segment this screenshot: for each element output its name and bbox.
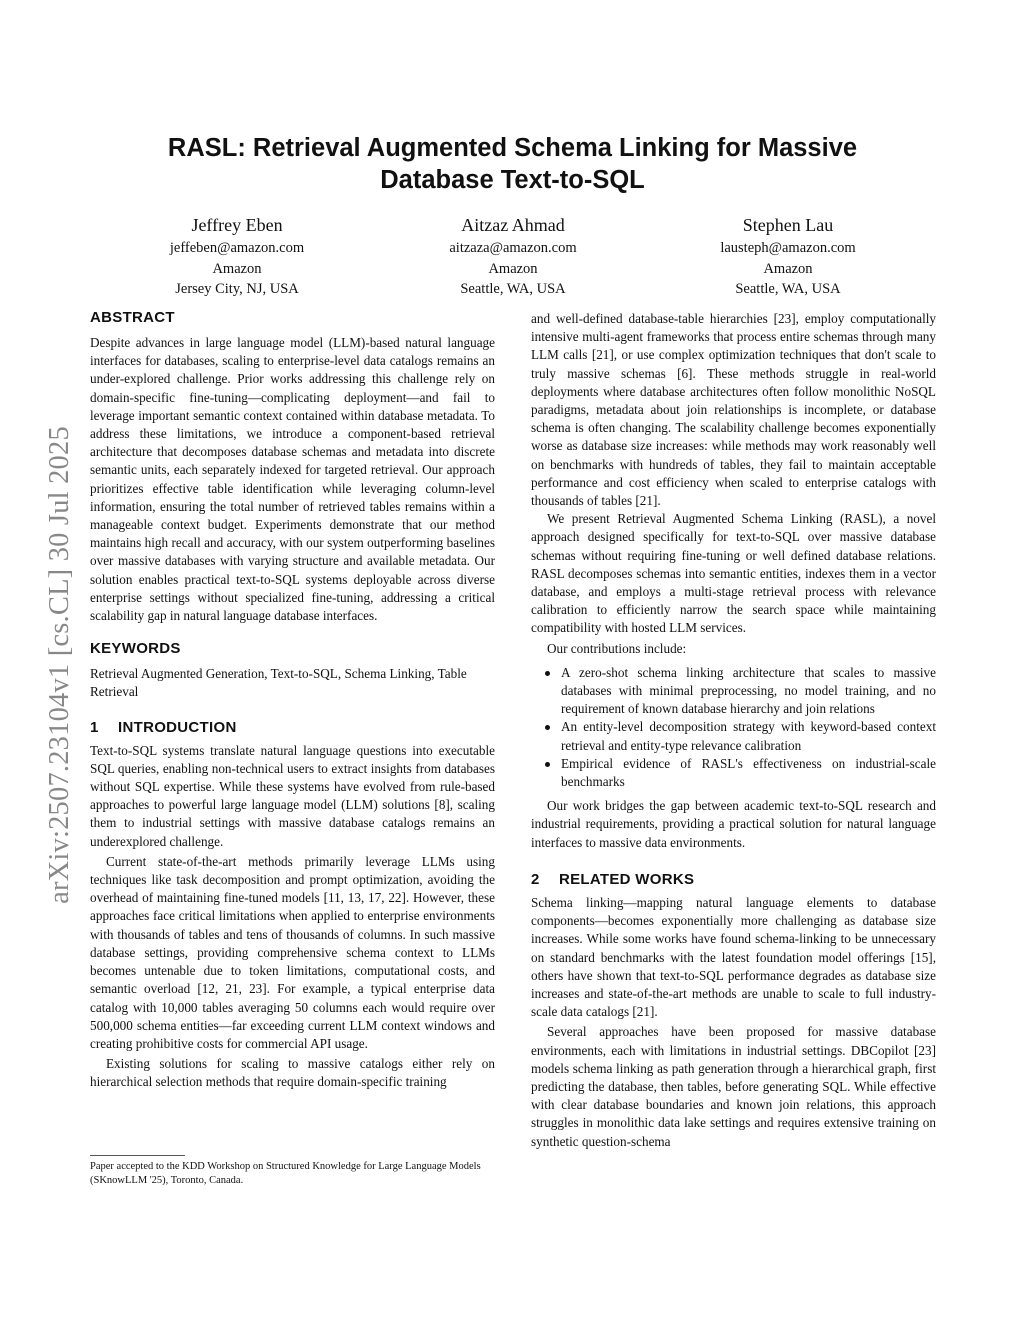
author-block-1 xyxy=(117,212,357,300)
footnote: Paper accepted to the KDD Workshop on Structured Knowledge for Large Language Models (SKnowLLM '25), Toronto, Canada. xyxy=(90,1161,481,1186)
author-org: Amazon xyxy=(488,260,538,277)
intro-paragraph: and well-defined database-table hierarchies [23], employ computationally intensive multi-agent frameworks that process entire schemas through many LLM calls [21], or use complex optimization techniques that don't scale to truly massive schemas [6]. These methods struggle in real-world deployments where database architectures often follow monolithic NoSQL paradigms, metadata about join relationships is incomplete, or database schema is often changing. The scalability challenge becomes exponentially worse as database size increases: while methods may work reasonably well on benchmarks with hundreds of tables, they fail to maintain acceptable performance and cost efficiency when scaled to enterprise catalogs with thousands of tables [21]. xyxy=(531,311,936,509)
contributions-list xyxy=(531,664,936,791)
keywords-text: Retrieval Augmented Generation, Text-to-SQL, Schema Linking, Table Retrieval xyxy=(90,666,467,700)
arxiv-watermark xyxy=(30,380,90,950)
intro-closing: Our work bridges the gap between academic text-to-SQL research and industrial requirements, providing a practical solution for natural language interfaces to massive data environments. xyxy=(531,798,936,850)
intro-paragraph: Current state-of-the-art methods primarily leverage LLMs using techniques like task decomposition and prompt optimization, avoiding the overhead of maintaining fine-tuned models [11, 13, 17, 22]. However, these approaches face critical limitations when applied to enterprise environments with thousands of tables and tens of thousands of columns. In such massive database settings, providing comprehensive schema context to LLMs becomes untenable due to token limitations, computational costs, and semantic overload [12, 21, 23]. For example, a typical enterprise data catalog with 10,000 tables averaging 50 columns each would require over 500,000 schema entities—far exceeding current LLM context windows and creating prohibitive costs for commercial API usage. xyxy=(90,853,495,1051)
author-org: Amazon xyxy=(212,260,262,277)
abstract-heading: ABSTRACT xyxy=(90,309,175,326)
title-line-2: Database Text-to-SQL xyxy=(380,166,645,194)
author-block-2 xyxy=(393,212,633,300)
list-item: An entity-level decomposition strategy with keyword-based context retrieval and entity-type relevance calibration xyxy=(531,718,936,754)
title-line-1: RASL: Retrieval Augmented Schema Linking for Massive xyxy=(167,134,858,162)
author-block-3 xyxy=(668,212,908,300)
section-number: 2 xyxy=(531,870,540,888)
author-email: lausteph@amazon.com xyxy=(720,240,856,256)
intro-paragraph: Existing solutions for scaling to massive catalogs either rely on hierarchical selection methods that require domain-specific training xyxy=(90,1056,495,1090)
abstract-text: Despite advances in large language model (LLM)-based natural language interfaces for databases, scaling to enterprise-level data catalogs remains an under-explored challenge. Prior works addressing this challenge rely on domain-specific fine-tuning—complicating deployment—and fail to leverage important semantic context contained within database metadata. To address these limitations, we introduce a component-based retrieval architecture that decomposes database schemas and metadata into discrete semantic units, each separately indexed for targeted retrieval. Our approach prioritizes effective table identification while leveraging column-level information, ensuring the total number of retrieved tables remains within a manageable context budget. Experiments demonstrate that our method maintains high recall and accuracy, with our system outperforming baselines over massive databases with varying structure and available metadata. Our solution enables practical text-to-SQL systems deployable across diverse enterprise settings without specialized fine-tuning, addressing a critical scalability gap in natural language database interfaces. xyxy=(90,335,495,624)
section-title: INTRODUCTION xyxy=(118,718,237,736)
author-email: aitzaza@amazon.com xyxy=(449,240,577,256)
contributions-lead: Our contributions include: xyxy=(547,640,687,656)
list-item: A zero-shot schema linking architecture that scales to massive databases with minimal preprocessing, no model training, and no requirement of known database hierarchy and join relations xyxy=(531,664,936,719)
intro-paragraph: Text-to-SQL systems translate natural language questions into executable SQL queries, enabling non-technical users to extract insights from databases without SQL expertise. While these systems have evolved from rule-based approaches to powerful large language model (LLM) solutions [8], scaling them to industrial settings with massive database catalogs remains an underexplored challenge. xyxy=(90,742,495,849)
section-title: RELATED WORKS xyxy=(559,870,695,888)
author-name: Stephen Lau xyxy=(742,215,834,235)
author-location: Seattle, WA, USA xyxy=(735,281,841,297)
author-location: Seattle, WA, USA xyxy=(460,281,566,297)
author-email: jeffeben@amazon.com xyxy=(169,240,305,256)
related-heading xyxy=(531,870,936,890)
paper-title xyxy=(90,132,935,196)
footnote-rule xyxy=(90,1155,185,1156)
author-location: Jersey City, NJ, USA xyxy=(175,281,299,297)
author-name: Jeffrey Eben xyxy=(191,215,283,235)
list-item: Empirical evidence of RASL's effectiveness on industrial-scale benchmarks xyxy=(531,755,936,791)
section-number: 1 xyxy=(90,718,99,736)
right-column xyxy=(531,310,936,1151)
arxiv-id: arXiv:2507.23104v1 [cs.CL] 30 Jul 2025 xyxy=(44,426,75,904)
related-paragraph: Schema linking—mapping natural language elements to database components—becomes exponentially more challenging as database size increases. While some works have found schema-linking to be unnecessary on standard benchmarks with the latest foundation model offerings [15], others have shown that text-to-SQL performance degrades as database size increases and state-of-the-art methods are unable to scale to full industry-scale data catalogs [21]. xyxy=(531,894,936,1020)
author-name: Aitzaz Ahmad xyxy=(461,215,565,235)
related-paragraph: Several approaches have been proposed for massive database environments, each with limitations in industrial settings. DBCopilot [23] models schema linking as path generation through a hierarchical graph, first predicting the database, then tables, before generating SQL. While effective with clear database boundaries and known join relations, this approach struggles in monolithic data lake settings and requires extensive training on synthetic question-schema xyxy=(531,1024,936,1149)
keywords-heading: KEYWORDS xyxy=(90,640,181,658)
intro-paragraph: We present Retrieval Augmented Schema Linking (RASL), a novel approach designed specifically for text-to-SQL over massive database schemas without requiring fine-tuning or well defined database relations. RASL decomposes schemas into semantic entities, indexes them in a vector database, and employs a multi-stage retrieval process with relevance calibration to efficiently narrow the search space while maintaining compatibility with hosted LLM services. xyxy=(531,511,936,636)
author-org: Amazon xyxy=(763,260,813,277)
intro-heading xyxy=(90,718,495,738)
left-column xyxy=(90,308,495,1092)
